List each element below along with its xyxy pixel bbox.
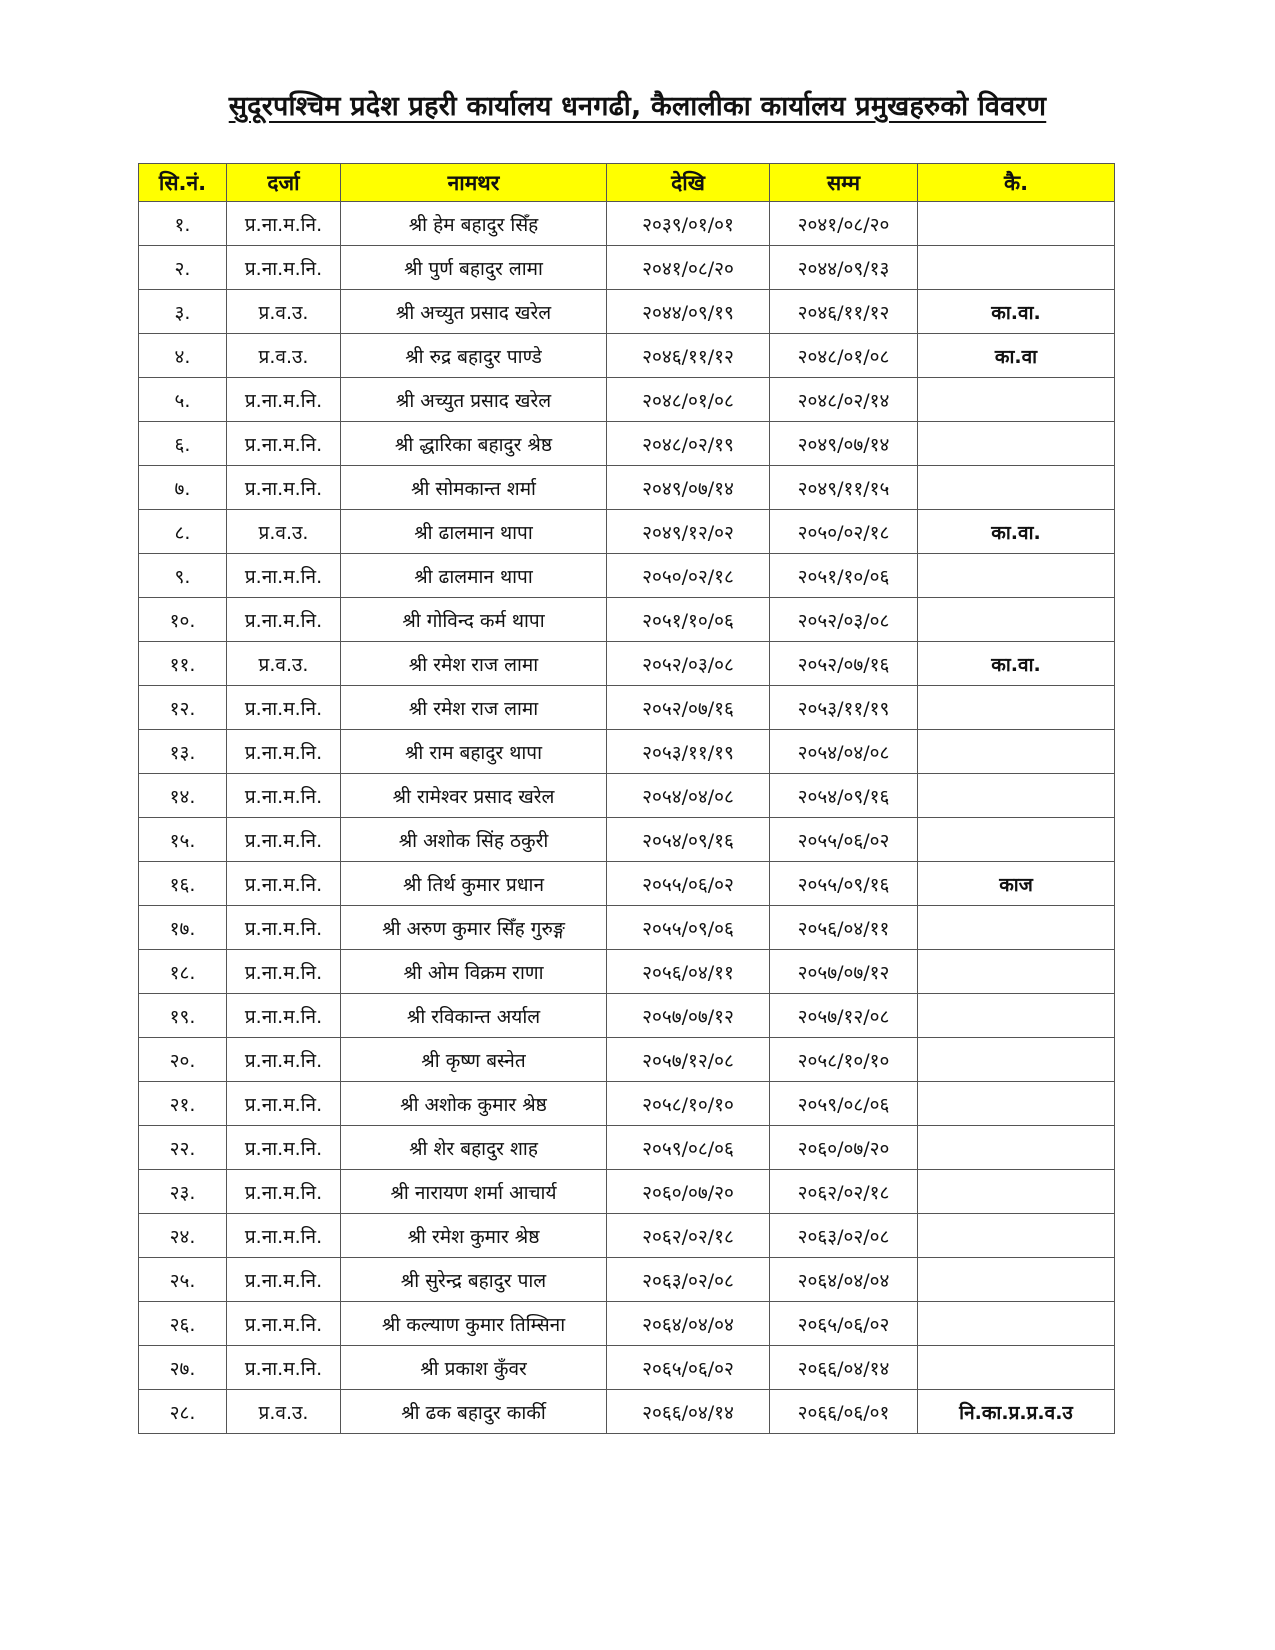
cell-from-date: २०५०/०२/१८ — [607, 554, 770, 598]
cell-remark — [918, 1302, 1115, 1346]
cell-rank: प्र.व.उ. — [227, 1390, 341, 1434]
cell-serial-number: २६. — [139, 1302, 227, 1346]
cell-name: श्री ढालमान थापा — [341, 510, 607, 554]
cell-remark — [918, 1258, 1115, 1302]
table-body — [139, 202, 1115, 1434]
cell-serial-number: १५. — [139, 818, 227, 862]
table-row — [139, 642, 1115, 686]
cell-serial-number: २०. — [139, 1038, 227, 1082]
cell-serial-number: १२. — [139, 686, 227, 730]
cell-name: श्री नारायण शर्मा आचार्य — [341, 1170, 607, 1214]
table-row — [139, 1082, 1115, 1126]
cell-rank: प्र.ना.म.नि. — [227, 994, 341, 1038]
cell-serial-number: १३. — [139, 730, 227, 774]
cell-rank: प्र.ना.म.नि. — [227, 1302, 341, 1346]
table-row — [139, 1214, 1115, 1258]
cell-from-date: २०५६/०४/११ — [607, 950, 770, 994]
cell-name: श्री गोविन्द कर्म थापा — [341, 598, 607, 642]
cell-to-date: २०४४/०९/१३ — [770, 246, 918, 290]
cell-serial-number: ६. — [139, 422, 227, 466]
cell-serial-number: १७. — [139, 906, 227, 950]
cell-rank: प्र.ना.म.नि. — [227, 202, 341, 246]
cell-serial-number: ५. — [139, 378, 227, 422]
cell-serial-number: १९. — [139, 994, 227, 1038]
cell-remark — [918, 1082, 1115, 1126]
table-row — [139, 422, 1115, 466]
document-title-block — [0, 86, 1275, 123]
table-row — [139, 686, 1115, 730]
cell-name: श्री सुरेन्द्र बहादुर पाल — [341, 1258, 607, 1302]
cell-remark — [918, 950, 1115, 994]
cell-serial-number: २५. — [139, 1258, 227, 1302]
header-name: नामथर — [341, 164, 607, 202]
cell-to-date: २०५९/०८/०६ — [770, 1082, 918, 1126]
cell-rank: प्र.व.उ. — [227, 642, 341, 686]
header-serial-number: सि.नं. — [139, 164, 227, 202]
cell-to-date: २०५४/०४/०८ — [770, 730, 918, 774]
cell-rank: प्र.ना.म.नि. — [227, 686, 341, 730]
cell-to-date: २०५८/१०/१० — [770, 1038, 918, 1082]
cell-to-date: २०५२/०३/०८ — [770, 598, 918, 642]
cell-remark — [918, 818, 1115, 862]
table-row — [139, 862, 1115, 906]
cell-remark: का.वा — [918, 334, 1115, 378]
cell-from-date: २०६३/०२/०८ — [607, 1258, 770, 1302]
cell-from-date: २०६०/०७/२० — [607, 1170, 770, 1214]
cell-remark: काज — [918, 862, 1115, 906]
cell-remark: नि.का.प्र.प्र.व.उ — [918, 1390, 1115, 1434]
cell-rank: प्र.ना.म.नि. — [227, 422, 341, 466]
cell-from-date: २०३९/०१/०१ — [607, 202, 770, 246]
cell-to-date: २०४१/०८/२० — [770, 202, 918, 246]
cell-remark: का.वा. — [918, 290, 1115, 334]
table-row — [139, 202, 1115, 246]
cell-from-date: २०६६/०४/१४ — [607, 1390, 770, 1434]
cell-remark — [918, 1038, 1115, 1082]
cell-serial-number: २७. — [139, 1346, 227, 1390]
cell-name: श्री रुद्र बहादुर पाण्डे — [341, 334, 607, 378]
cell-rank: प्र.ना.म.नि. — [227, 246, 341, 290]
cell-remark — [918, 598, 1115, 642]
cell-to-date: २०५२/०७/१६ — [770, 642, 918, 686]
cell-rank: प्र.ना.म.नि. — [227, 1126, 341, 1170]
cell-from-date: २०४४/०९/१९ — [607, 290, 770, 334]
cell-serial-number: २४. — [139, 1214, 227, 1258]
table-row — [139, 1126, 1115, 1170]
cell-remark — [918, 202, 1115, 246]
cell-name: श्री ओम विक्रम राणा — [341, 950, 607, 994]
cell-remark — [918, 1126, 1115, 1170]
cell-to-date: २०४८/०२/१४ — [770, 378, 918, 422]
cell-from-date: २०४८/०१/०८ — [607, 378, 770, 422]
cell-name: श्री कृष्ण बस्नेत — [341, 1038, 607, 1082]
table-row — [139, 906, 1115, 950]
table-row — [139, 950, 1115, 994]
cell-name: श्री ढालमान थापा — [341, 554, 607, 598]
cell-serial-number: १. — [139, 202, 227, 246]
cell-name: श्री तिर्थ कुमार प्रधान — [341, 862, 607, 906]
cell-rank: प्र.ना.म.नि. — [227, 1214, 341, 1258]
header-from-date: देखि — [607, 164, 770, 202]
cell-remark — [918, 730, 1115, 774]
table-row — [139, 290, 1115, 334]
cell-rank: प्र.ना.म.नि. — [227, 466, 341, 510]
cell-rank: प्र.ना.म.नि. — [227, 1082, 341, 1126]
cell-rank: प्र.ना.म.नि. — [227, 1258, 341, 1302]
cell-remark: का.वा. — [918, 510, 1115, 554]
cell-from-date: २०५२/०३/०८ — [607, 642, 770, 686]
cell-serial-number: १४. — [139, 774, 227, 818]
table-header-row — [139, 164, 1115, 202]
table-row — [139, 510, 1115, 554]
cell-to-date: २०४८/०१/०८ — [770, 334, 918, 378]
cell-to-date: २०५५/०९/१६ — [770, 862, 918, 906]
cell-name: श्री अरुण कुमार सिँह गुरुङ्ग — [341, 906, 607, 950]
cell-rank: प्र.ना.म.नि. — [227, 774, 341, 818]
cell-serial-number: ८. — [139, 510, 227, 554]
cell-from-date: २०५१/१०/०६ — [607, 598, 770, 642]
cell-serial-number: १८. — [139, 950, 227, 994]
cell-rank: प्र.ना.म.नि. — [227, 378, 341, 422]
cell-serial-number: २. — [139, 246, 227, 290]
table-row — [139, 774, 1115, 818]
cell-rank: प्र.व.उ. — [227, 510, 341, 554]
cell-to-date: २०५१/१०/०६ — [770, 554, 918, 598]
cell-serial-number: ३. — [139, 290, 227, 334]
cell-from-date: २०५४/०९/१६ — [607, 818, 770, 862]
cell-from-date: २०५७/१२/०८ — [607, 1038, 770, 1082]
cell-name: श्री रमेश राज लामा — [341, 686, 607, 730]
cell-rank: प्र.ना.म.नि. — [227, 950, 341, 994]
table-row — [139, 730, 1115, 774]
cell-to-date: २०६२/०२/१८ — [770, 1170, 918, 1214]
cell-rank: प्र.ना.म.नि. — [227, 1038, 341, 1082]
cell-from-date: २०६५/०६/०२ — [607, 1346, 770, 1390]
cell-from-date: २०५९/०८/०६ — [607, 1126, 770, 1170]
cell-to-date: २०५७/१२/०८ — [770, 994, 918, 1038]
cell-name: श्री रामेश्वर प्रसाद खरेल — [341, 774, 607, 818]
cell-rank: प्र.ना.म.नि. — [227, 598, 341, 642]
cell-from-date: २०४६/११/१२ — [607, 334, 770, 378]
cell-remark — [918, 554, 1115, 598]
cell-rank: प्र.व.उ. — [227, 290, 341, 334]
cell-name: श्री अच्युत प्रसाद खरेल — [341, 378, 607, 422]
cell-name: श्री रविकान्त अर्याल — [341, 994, 607, 1038]
cell-rank: प्र.ना.म.नि. — [227, 1170, 341, 1214]
cell-from-date: २०४९/०७/१४ — [607, 466, 770, 510]
cell-from-date: २०५३/११/१९ — [607, 730, 770, 774]
cell-remark — [918, 774, 1115, 818]
cell-to-date: २०६४/०४/०४ — [770, 1258, 918, 1302]
cell-to-date: २०६३/०२/०८ — [770, 1214, 918, 1258]
header-to-date: सम्म — [770, 164, 918, 202]
table-row — [139, 1170, 1115, 1214]
cell-remark — [918, 422, 1115, 466]
table-row — [139, 1390, 1115, 1434]
cell-name: श्री सोमकान्त शर्मा — [341, 466, 607, 510]
cell-to-date: २०५६/०४/११ — [770, 906, 918, 950]
cell-from-date: २०५२/०७/१६ — [607, 686, 770, 730]
cell-from-date: २०५८/१०/१० — [607, 1082, 770, 1126]
cell-from-date: २०४९/१२/०२ — [607, 510, 770, 554]
cell-from-date: २०४१/०८/२० — [607, 246, 770, 290]
cell-remark — [918, 1346, 1115, 1390]
cell-to-date: २०६०/०७/२० — [770, 1126, 918, 1170]
cell-serial-number: २१. — [139, 1082, 227, 1126]
cell-serial-number: २८. — [139, 1390, 227, 1434]
cell-to-date: २०६६/०६/०१ — [770, 1390, 918, 1434]
cell-name: श्री शेर बहादुर शाह — [341, 1126, 607, 1170]
table-row — [139, 598, 1115, 642]
table-row — [139, 1302, 1115, 1346]
cell-serial-number: ४. — [139, 334, 227, 378]
cell-serial-number: ९. — [139, 554, 227, 598]
cell-name: श्री पुर्ण बहादुर लामा — [341, 246, 607, 290]
cell-to-date: २०४६/११/१२ — [770, 290, 918, 334]
cell-name: श्री रमेश राज लामा — [341, 642, 607, 686]
cell-rank: प्र.ना.म.नि. — [227, 862, 341, 906]
cell-name: श्री द्धारिका बहादुर श्रेष्ठ — [341, 422, 607, 466]
cell-remark — [918, 906, 1115, 950]
cell-serial-number: २२. — [139, 1126, 227, 1170]
cell-from-date: २०५५/०९/०६ — [607, 906, 770, 950]
cell-name: श्री कल्याण कुमार तिम्सिना — [341, 1302, 607, 1346]
cell-rank: प्र.व.उ. — [227, 334, 341, 378]
cell-from-date: २०५७/०७/१२ — [607, 994, 770, 1038]
cell-to-date: २०६६/०४/१४ — [770, 1346, 918, 1390]
cell-serial-number: ११. — [139, 642, 227, 686]
document-title: सुदूरपश्चिम प्रदेश प्रहरी कार्यालय धनगढी, कैलालीका कार्यालय प्रमुखहरुको विवरण — [228, 91, 1047, 122]
table-row — [139, 1346, 1115, 1390]
cell-to-date: २०४९/११/१५ — [770, 466, 918, 510]
cell-remark: का.वा. — [918, 642, 1115, 686]
table-row — [139, 334, 1115, 378]
cell-remark — [918, 378, 1115, 422]
cell-serial-number: २३. — [139, 1170, 227, 1214]
cell-remark — [918, 246, 1115, 290]
cell-to-date: २०४९/०७/१४ — [770, 422, 918, 466]
cell-serial-number: १०. — [139, 598, 227, 642]
cell-name: श्री ढक बहादुर कार्की — [341, 1390, 607, 1434]
table-row — [139, 466, 1115, 510]
table-row — [139, 1258, 1115, 1302]
cell-from-date: २०६४/०४/०४ — [607, 1302, 770, 1346]
table-row — [139, 378, 1115, 422]
cell-name: श्री हेम बहादुर सिँह — [341, 202, 607, 246]
cell-remark — [918, 1214, 1115, 1258]
cell-remark — [918, 1170, 1115, 1214]
cell-serial-number: ७. — [139, 466, 227, 510]
cell-to-date: २०५०/०२/१८ — [770, 510, 918, 554]
cell-from-date: २०५५/०६/०२ — [607, 862, 770, 906]
table-row — [139, 1038, 1115, 1082]
cell-to-date: २०५४/०९/१६ — [770, 774, 918, 818]
cell-from-date: २०५४/०४/०८ — [607, 774, 770, 818]
office-chiefs-table — [138, 163, 1115, 1434]
table-row — [139, 554, 1115, 598]
cell-name: श्री प्रकाश कुँवर — [341, 1346, 607, 1390]
cell-to-date: २०६५/०६/०२ — [770, 1302, 918, 1346]
cell-to-date: २०५७/०७/१२ — [770, 950, 918, 994]
table-row — [139, 994, 1115, 1038]
cell-to-date: २०५३/११/१९ — [770, 686, 918, 730]
cell-rank: प्र.ना.म.नि. — [227, 554, 341, 598]
cell-rank: प्र.ना.म.नि. — [227, 906, 341, 950]
cell-from-date: २०४८/०२/१९ — [607, 422, 770, 466]
table-row — [139, 818, 1115, 862]
cell-remark — [918, 686, 1115, 730]
cell-serial-number: १६. — [139, 862, 227, 906]
cell-name: श्री अच्युत प्रसाद खरेल — [341, 290, 607, 334]
cell-name: श्री अशोक सिंह ठकुरी — [341, 818, 607, 862]
cell-remark — [918, 994, 1115, 1038]
header-remark: कै. — [918, 164, 1115, 202]
cell-rank: प्र.ना.म.नि. — [227, 730, 341, 774]
cell-to-date: २०५५/०६/०२ — [770, 818, 918, 862]
cell-remark — [918, 466, 1115, 510]
cell-name: श्री रमेश कुमार श्रेष्ठ — [341, 1214, 607, 1258]
cell-from-date: २०६२/०२/१८ — [607, 1214, 770, 1258]
cell-rank: प्र.ना.म.नि. — [227, 1346, 341, 1390]
table-row — [139, 246, 1115, 290]
cell-name: श्री अशोक कुमार श्रेष्ठ — [341, 1082, 607, 1126]
cell-rank: प्र.ना.म.नि. — [227, 818, 341, 862]
header-rank: दर्जा — [227, 164, 341, 202]
cell-name: श्री राम बहादुर थापा — [341, 730, 607, 774]
